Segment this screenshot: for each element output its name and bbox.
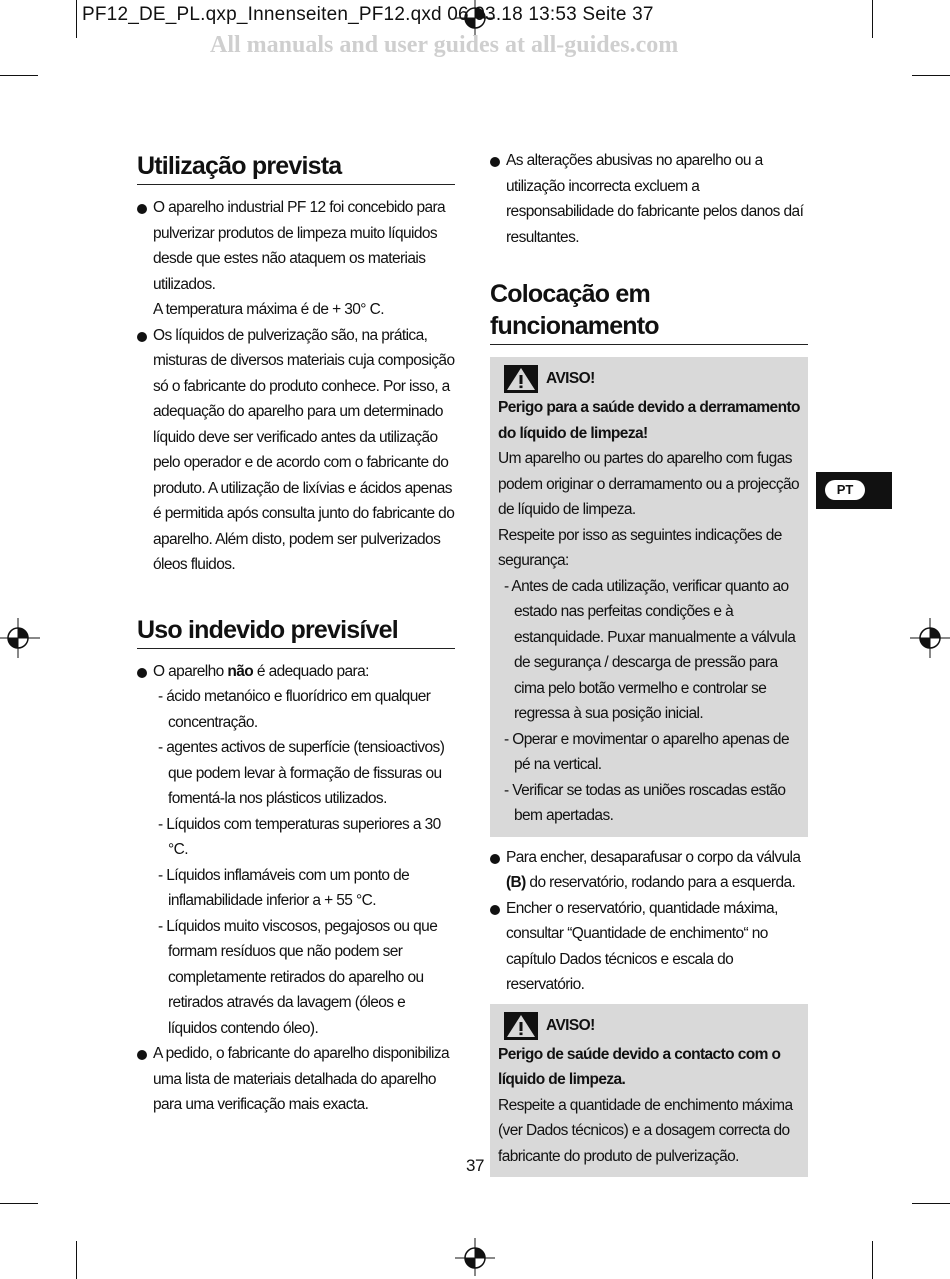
warning-triangle-icon — [504, 1012, 538, 1040]
warning-heading: Perigo para a saúde devido a derramamento do líquido de limpeza! — [498, 399, 800, 442]
bullet-fill — [490, 845, 808, 896]
language-tab-label: PT — [825, 480, 865, 500]
crop-mark — [912, 1203, 950, 1204]
bullet-material-list: A pedido, o fabricante do aparelho disponibiliza uma lista de materiais detalhada do aparelho para uma verificação mais exacta. — [137, 1041, 455, 1118]
list-item: - Operar e movimentar o aparelho apenas de pé na vertical. — [504, 730, 789, 773]
watermark: All manuals and user guides at all-guides.com — [210, 32, 679, 58]
bullet-liquids: Os líquidos de pulverização são, na prática, misturas de diversos materiais cuja composição só o fabricante do produto conhece. Por isso, a adequação do aparelho para um determinado líquido deve ser verificado antes da utilização pelo operador e de acordo com o fabricante do produto. A utilização de lixívias e ácidos apenas é permitida após consulta junto do fabricante do aparelho. Além disto, podem ser pulverizados óleos fluidos. — [137, 323, 455, 578]
warning-text: Um aparelho ou partes do aparelho com fugas podem originar o derramamento ou a projecção de líquido de limpeza. — [498, 450, 800, 518]
warning-label: AVISO! — [546, 1016, 595, 1034]
crop-mark — [0, 1203, 38, 1204]
list-item: - Líquidos muito viscosos, pegajosos ou que formam resíduos que não podem ser completamente retirados do aparelho ou retirados através da lavagem (óleos e líquidos contendo óleo). — [158, 917, 438, 1037]
warning-triangle-icon — [504, 365, 538, 393]
list-item: - Verificar se todas as uniões roscadas estão bem apertadas. — [504, 781, 786, 824]
list-item: - Líquidos com temperaturas superiores a 30 °C. — [158, 815, 441, 858]
crop-mark — [76, 0, 77, 38]
bullet-text: O aparelho — [153, 662, 228, 680]
section-title-misuse: Uso indevido previsível — [137, 612, 455, 649]
right-column — [490, 148, 808, 1177]
warning-text: Respeite a quantidade de enchimento máxima (ver Dados técnicos) e a dosagem correcta do fabricante do produto de pulverização. — [498, 1096, 793, 1165]
bullet-intended-use — [137, 195, 455, 323]
list-item: - Líquidos inflamáveis com um ponto de inflamabilidade inferior a + 55 °C. — [158, 866, 410, 909]
crop-mark — [0, 75, 38, 76]
section-title-intended-use: Utilização prevista — [137, 148, 455, 185]
bullet-not-suitable — [137, 659, 455, 685]
file-info-line: PF12_DE_PL.qxp_Innenseiten_PF12.qxd 06.03.18 13:53 Seite 37 — [82, 4, 654, 25]
registration-mark-bottom — [455, 1238, 495, 1276]
warning-heading: Perigo de saúde devido a contacto com o líquido de limpeza. — [498, 1045, 781, 1088]
warning-text: Respeite por isso as seguintes indicações de segurança: — [498, 526, 782, 569]
warning-header — [498, 1012, 802, 1040]
bullet-text: Para encher, desaparafusar o corpo da válvula — [506, 848, 801, 866]
bullet-text: do reservatório, rodando para a esquerda. — [525, 874, 796, 891]
list-item: - Antes de cada utilização, verificar quanto ao estado nas perfeitas condições e à estanquidade. Puxar manualmente a válvula de segurança / descarga de pressão para cima pelo botão vermelho e controlar se regressa à sua posição inicial. — [504, 577, 796, 722]
registration-mark-right — [910, 618, 950, 658]
crop-mark — [872, 1241, 873, 1279]
crop-mark — [872, 0, 873, 38]
warning-box-contact — [490, 1004, 808, 1178]
registration-mark-left — [0, 618, 40, 658]
warning-label: AVISO! — [546, 370, 595, 388]
warning-header — [498, 365, 802, 393]
list-item: - agentes activos de superfície (tensioactivos) que podem levar à formação de fissuras ou fomentá-la nos plásticos utilizados. — [158, 739, 445, 807]
crop-mark — [76, 1241, 77, 1279]
left-column — [137, 148, 455, 1118]
list-item: - ácido metanóico e fluorídrico em qualquer concentração. — [158, 688, 431, 731]
section-title-start-up: Colocação em funcionamento — [490, 276, 808, 345]
page-number: 37 — [466, 1156, 484, 1175]
bullet-text: O aparelho industrial PF 12 foi concebido para pulverizar produtos de limpeza muito líquidos desde que estes não ataquem os materiais utilizados. — [153, 199, 446, 293]
bullet-max-quantity: Encher o reservatório, quantidade máxima, consultar “Quantidade de enchimento“ no capítulo Dados técnicos e escala do reservatório. — [490, 896, 808, 998]
warning-box-spill — [490, 357, 808, 837]
valve-reference: (B) — [506, 874, 526, 891]
bold-no: não — [227, 662, 254, 680]
crop-mark — [912, 75, 950, 76]
bullet-modifications: As alterações abusivas no aparelho ou a utilização incorrecta excluem a responsabilidade do fabricante pelos danos daí resultantes. — [490, 148, 808, 250]
max-temperature: A temperatura máxima é de + 30° C. — [153, 301, 384, 318]
bullet-text: é adequado para: — [253, 662, 369, 680]
